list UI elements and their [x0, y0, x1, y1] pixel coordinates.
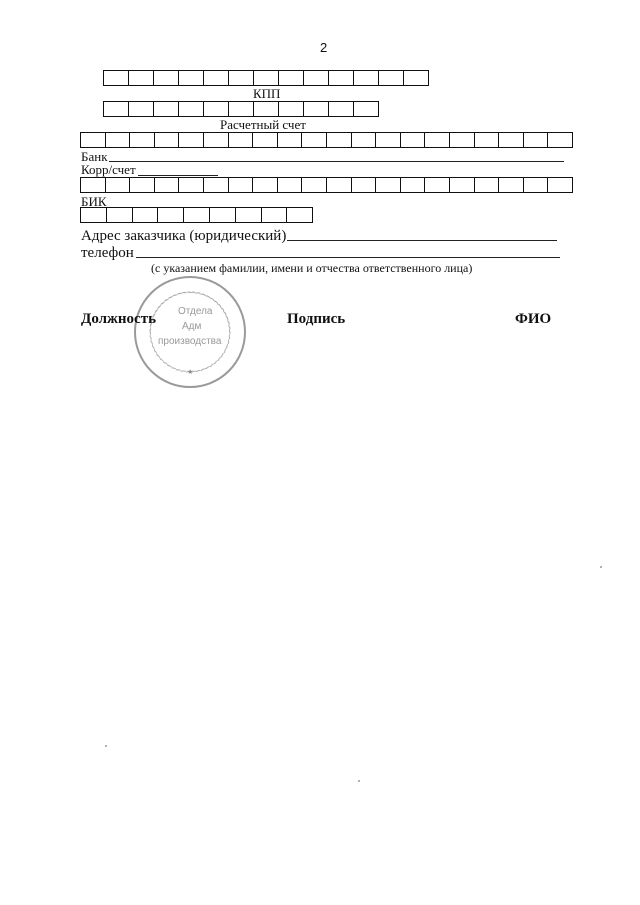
input-box	[425, 132, 450, 148]
input-box	[133, 207, 159, 223]
phone-line	[136, 257, 560, 258]
stamp-text-1: Отдела	[178, 306, 213, 317]
input-box	[304, 101, 329, 117]
input-box	[329, 101, 354, 117]
input-box	[229, 177, 254, 193]
input-box	[104, 101, 129, 117]
input-box	[106, 177, 131, 193]
input-box	[278, 132, 303, 148]
stamp-text-3: производства	[158, 336, 222, 347]
input-box	[179, 101, 204, 117]
input-box	[229, 101, 254, 117]
input-box	[329, 70, 354, 86]
scan-speck	[358, 780, 360, 782]
input-box	[475, 132, 500, 148]
scan-speck	[600, 566, 602, 568]
input-box	[179, 70, 204, 86]
input-box	[548, 177, 573, 193]
input-box	[104, 70, 129, 86]
input-box	[158, 207, 184, 223]
input-box	[253, 132, 278, 148]
input-box	[210, 207, 236, 223]
input-box	[184, 207, 210, 223]
corr-label: Корр/счет	[81, 162, 136, 177]
account-label: Расчетный счет	[220, 117, 306, 132]
input-box	[376, 177, 401, 193]
input-box	[425, 177, 450, 193]
signature-label: Подпись	[287, 311, 346, 327]
input-box	[236, 207, 262, 223]
input-box	[129, 70, 154, 86]
input-box	[475, 177, 500, 193]
corr-line	[138, 175, 218, 176]
input-box	[229, 70, 254, 86]
phone-label: телефон	[81, 245, 134, 261]
input-box	[401, 132, 426, 148]
page-number: 2	[320, 40, 328, 55]
input-box	[253, 177, 278, 193]
input-box	[354, 101, 379, 117]
input-box	[450, 132, 475, 148]
input-box	[81, 177, 106, 193]
input-box	[262, 207, 288, 223]
name-label: ФИО	[515, 311, 552, 327]
address-label: Адрес заказчика (юридический)	[81, 228, 287, 244]
input-box	[302, 177, 327, 193]
account-boxes	[80, 132, 573, 148]
bank-line	[109, 161, 564, 162]
input-box	[304, 70, 329, 86]
input-box	[81, 207, 107, 223]
input-box	[352, 132, 377, 148]
input-box	[179, 132, 204, 148]
input-box	[279, 70, 304, 86]
input-box	[524, 132, 549, 148]
stamp-star-icon: ★	[187, 368, 194, 376]
input-box	[287, 207, 313, 223]
input-box	[450, 177, 475, 193]
input-box	[254, 101, 279, 117]
input-box	[155, 132, 180, 148]
input-box	[401, 177, 426, 193]
bik-label: БИК	[81, 194, 107, 209]
kpp-label: КПП	[253, 86, 281, 101]
official-stamp	[134, 276, 246, 388]
input-box	[106, 132, 131, 148]
input-box	[155, 177, 180, 193]
input-box	[379, 70, 404, 86]
input-box	[129, 101, 154, 117]
input-box	[499, 177, 524, 193]
inn-boxes	[103, 70, 429, 86]
input-box	[376, 132, 401, 148]
input-box	[81, 132, 106, 148]
input-box	[524, 177, 549, 193]
input-box	[278, 177, 303, 193]
kpp-boxes	[103, 101, 379, 117]
stamp-text-2: Адм	[182, 321, 202, 332]
input-box	[204, 177, 229, 193]
input-box	[204, 101, 229, 117]
input-box	[352, 177, 377, 193]
scan-speck	[105, 745, 107, 747]
input-box	[204, 70, 229, 86]
input-box	[130, 177, 155, 193]
input-box	[107, 207, 133, 223]
input-box	[130, 132, 155, 148]
input-box	[548, 132, 573, 148]
position-label: Должность	[81, 311, 157, 327]
input-box	[327, 132, 352, 148]
input-box	[302, 132, 327, 148]
input-box	[404, 70, 429, 86]
address-line	[287, 240, 557, 241]
input-box	[229, 132, 254, 148]
input-box	[179, 177, 204, 193]
corr-boxes	[80, 177, 573, 193]
input-box	[154, 101, 179, 117]
input-box	[254, 70, 279, 86]
input-box	[204, 132, 229, 148]
input-box	[354, 70, 379, 86]
input-box	[499, 132, 524, 148]
bik-boxes	[80, 207, 313, 223]
input-box	[327, 177, 352, 193]
phone-note: (с указанием фамилии, имени и отчества ответственного лица)	[151, 261, 473, 275]
bank-label: Банк	[81, 149, 108, 164]
input-box	[154, 70, 179, 86]
input-box	[279, 101, 304, 117]
